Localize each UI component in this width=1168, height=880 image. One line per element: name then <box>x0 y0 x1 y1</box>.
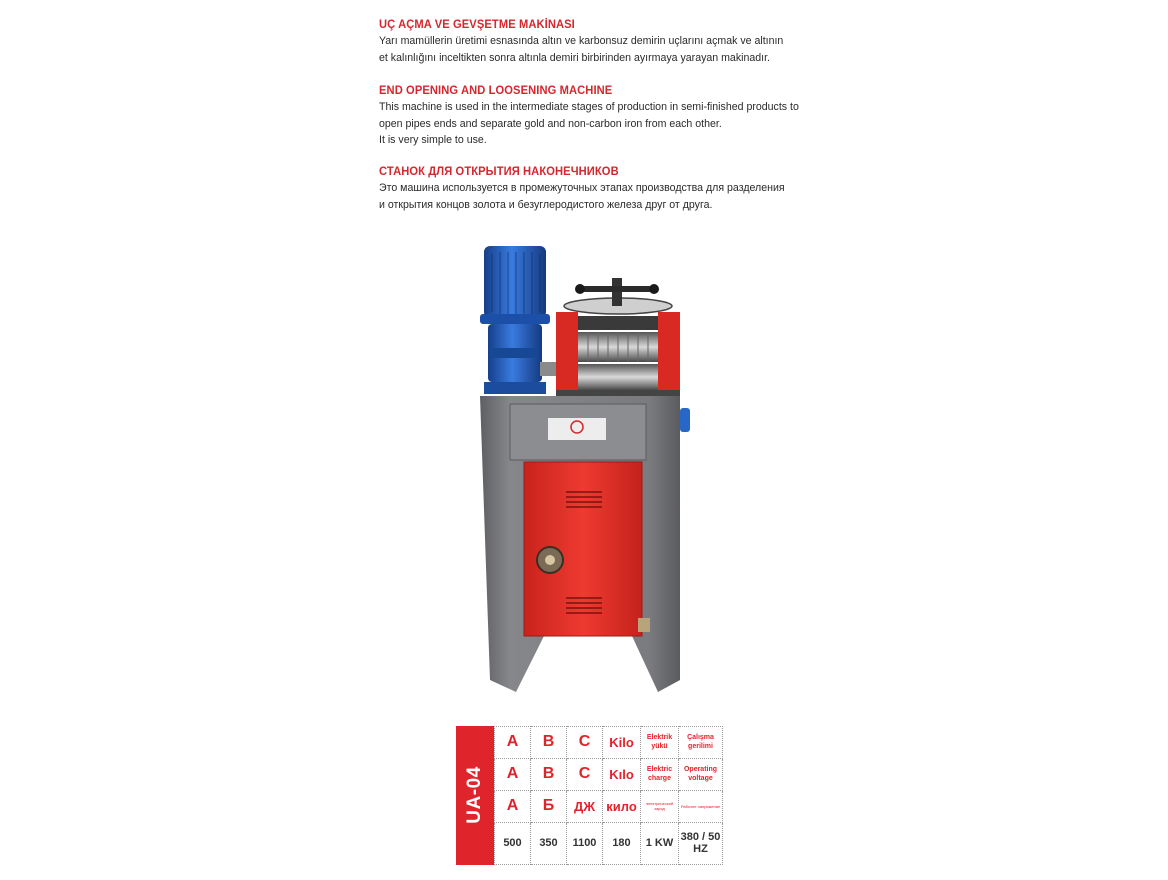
rolling-head <box>556 278 680 396</box>
table-cell: Çalışma gerilimi <box>679 727 723 759</box>
section-title: END OPENING AND LOOSENING MACHINE <box>379 85 613 97</box>
table-cell: 1 KW <box>641 822 679 864</box>
table-cell: C <box>567 758 603 790</box>
section-title: UÇ AÇMA VE GEVŞETME MAKİNASI <box>379 19 575 31</box>
spec-grid <box>494 726 723 865</box>
section-body: Это машина используется в промежуточных этапах производства для разделения и открытия концов золота и безуглеродистого железа друг от друга. <box>379 182 785 211</box>
table-cell: A <box>495 727 531 759</box>
table-cell: Elektrik yükü <box>641 727 679 759</box>
table-cell: Kilo <box>603 727 641 759</box>
table-cell: 180 <box>603 822 641 864</box>
table-row <box>495 822 723 864</box>
table-cell: Elektric charge <box>641 758 679 790</box>
section-english <box>379 85 849 149</box>
machine-photo <box>470 240 700 695</box>
table-cell: ДЖ <box>567 790 603 822</box>
model-band <box>456 726 494 865</box>
table-cell: 350 <box>531 822 567 864</box>
table-cell: Рабочее напряжение <box>679 790 723 822</box>
section-body: This machine is used in the intermediate stages of production in semi-finished products to open pipes ends and separate gold and non-carbon iron from each other. It is very simple to use. <box>379 101 799 146</box>
table-cell: электрический заряд <box>641 790 679 822</box>
cabinet <box>480 396 690 692</box>
table-cell: A <box>495 758 531 790</box>
spec-table <box>456 726 722 865</box>
table-cell: 500 <box>495 822 531 864</box>
table-row <box>495 727 723 759</box>
table-cell: Б <box>531 790 567 822</box>
table-cell: кило <box>603 790 641 822</box>
table-cell: 380 / 50 HZ <box>679 822 723 864</box>
section-title: СТАНОК ДЛЯ ОТКРЫТИЯ НАКОНЕЧНИКОВ <box>379 166 619 178</box>
table-row <box>495 758 723 790</box>
table-row <box>495 790 723 822</box>
table-cell: C <box>567 727 603 759</box>
model-label: UA-04 <box>464 766 485 824</box>
table-cell: Operating voltage <box>679 758 723 790</box>
motor <box>480 246 550 394</box>
table-cell: 1100 <box>567 822 603 864</box>
table-cell: B <box>531 758 567 790</box>
section-russian <box>379 166 849 213</box>
section-turkish <box>379 19 849 66</box>
section-body: Yarı mamüllerin üretimi esnasında altın ve karbonsuz demirin uçlarını açmak ve altının et kalınlığını inceltikten sonra altınla demiri birbirinden ayırmaya yarayan makinadır. <box>379 35 784 64</box>
table-cell: А <box>495 790 531 822</box>
table-cell: B <box>531 727 567 759</box>
table-cell: Kılo <box>603 758 641 790</box>
